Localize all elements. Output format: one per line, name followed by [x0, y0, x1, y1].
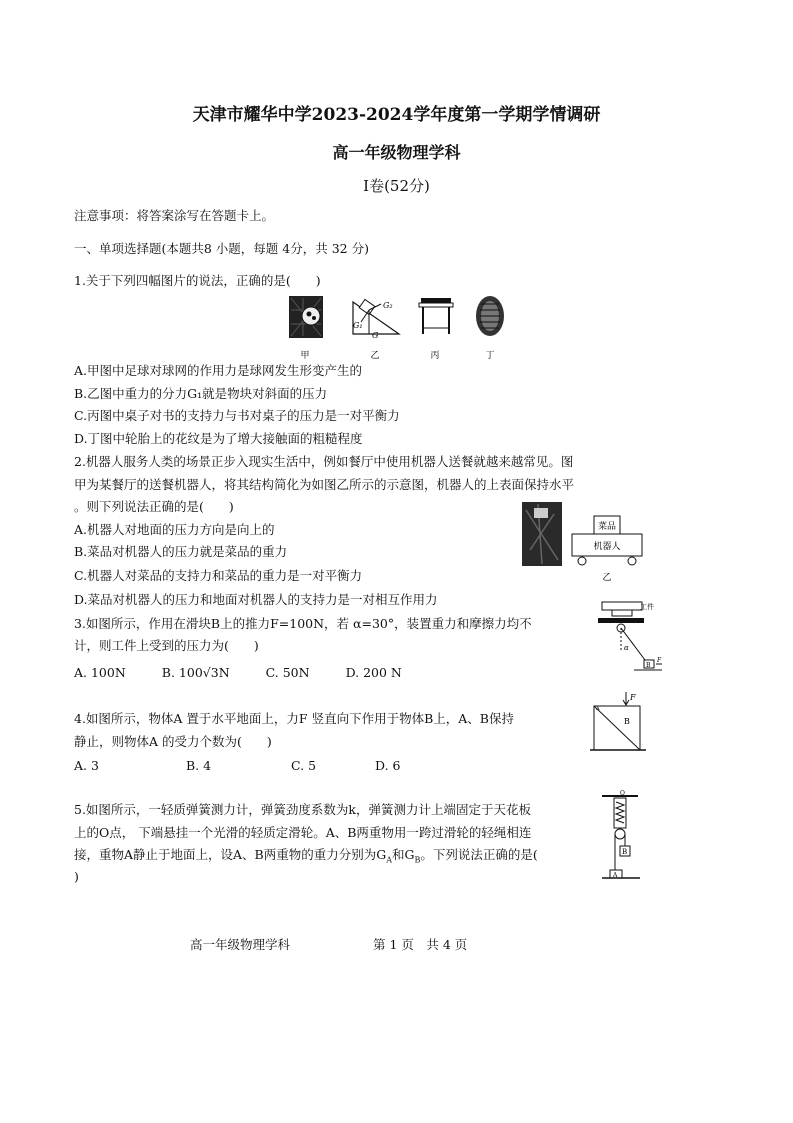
q1-option-b: B.乙图中重力的分力G₁就是物块对斜面的压力: [74, 386, 328, 401]
q3-option-b: B. 100√3N: [161, 665, 230, 680]
q4-stem-line2: 静止，则物体A 的受力个数为( ): [74, 734, 272, 749]
exam-subtitle: 高一年级物理学科: [332, 143, 461, 162]
q3-option-a: A. 100N: [74, 665, 126, 680]
exam-title: 天津市耀华中学2023-2024学年度第一学期学情调研: [192, 105, 601, 125]
robot-photo: [522, 502, 562, 566]
q2-option-d: D.菜品对机器人的压力和地面对机器人的支持力是一对相互作用力: [74, 592, 438, 607]
q1-stem: 1.关于下列四幅图片的说法，正确的是( ): [74, 273, 321, 288]
notice: 注意事项：将答案涂写在答题卡上。: [74, 208, 275, 223]
block-b-label: B: [646, 662, 651, 669]
q5-figure: [598, 790, 644, 882]
label-jia: 甲: [300, 351, 310, 361]
q2-stem-line3: 。则下列说法正确的是( ): [74, 499, 234, 514]
g-label: G: [372, 331, 379, 340]
q2-stem-line2: 甲为某餐厅的送餐机器人，将其结构简化为如图乙所示的示意图，机器人的上表面保持水平: [74, 477, 575, 492]
weight-a-label: A: [613, 872, 618, 879]
q3-stem-line2: 计，则工件上受到的压力为( ): [74, 638, 259, 653]
force-f-label: F: [630, 693, 636, 702]
q5-stem-rest: 。下列说法正确的是(: [420, 847, 538, 862]
g2-label: G₂: [383, 301, 393, 310]
q4-option-c: C. 5: [291, 758, 317, 773]
q5-stem-line2: 上的O点， 下端悬挂一个光滑的轻质定滑轮。A、B两重物用一跨过滑轮的轻绳相连: [74, 825, 532, 840]
robot-label: 机器人: [593, 542, 621, 552]
gb-subscript: B: [414, 855, 421, 865]
q4-figure: [588, 690, 648, 758]
q2-figures: [518, 500, 648, 584]
workpiece-label: 工件: [640, 603, 654, 611]
q4-option-b: B. 4: [186, 758, 212, 773]
dish-label: 菜品: [597, 522, 617, 532]
block-a-label: A: [596, 706, 600, 712]
footer-subject: 高一年级物理学科: [190, 937, 291, 952]
q3-option-c: C. 50N: [265, 665, 310, 680]
q1-figures: [285, 294, 525, 366]
label-yi: 乙: [370, 351, 380, 361]
section-heading: 一、单项选择题(本题共8 小题，每题 4分，共 32 分): [74, 241, 369, 256]
label-ding: 丁: [485, 351, 495, 361]
soccer-ball-figure: [289, 296, 323, 338]
q5-stem-line3-text: 接，重物A静止于地面上，设A、B两重物的重力分别为G: [74, 847, 387, 862]
q5-stem-line4: ): [74, 869, 79, 884]
block-b-label: B: [624, 717, 630, 726]
fig-yi-label: 乙: [602, 573, 612, 583]
ga-subscript: A: [386, 855, 393, 865]
footer-page-number: 第 1 页 共 4 页: [373, 937, 468, 952]
q2-option-c: C.机器人对菜品的支持力和菜品的重力是一对平衡力: [74, 568, 363, 583]
force-f-label: F: [657, 657, 662, 664]
q3-options: [74, 664, 402, 682]
q4-stem-line1: 4.如图所示，物体A 置于水平地面上，力F 竖直向下作用于物体B上，A、B保持: [74, 711, 514, 726]
incline-figure: [353, 299, 399, 340]
q4-options: [74, 757, 400, 775]
weight-b-label: B: [622, 848, 628, 856]
q1-option-c: C.丙图中桌子对书的支持力与书对桌子的压力是一对平衡力: [74, 408, 400, 423]
robot-diagram: [572, 516, 642, 583]
g1-label: G₁: [353, 321, 363, 330]
table-figure: [419, 298, 453, 334]
q4-option-a: A. 3: [74, 758, 99, 773]
label-bing: 丙: [430, 351, 440, 361]
q5-stem-line3: [74, 846, 538, 870]
q2-option-a: A.机器人对地面的压力方向是向上的: [74, 522, 275, 537]
q2-option-b: B.菜品对机器人的压力就是菜品的重力: [74, 544, 288, 559]
q1-option-d: D.丁图中轮胎上的花纹是为了增大接触面的粗糙程度: [74, 431, 363, 446]
q3-figure: [596, 600, 666, 676]
q3-option-d: D. 200 N: [345, 665, 402, 680]
q5-and-text: 和G: [392, 847, 415, 862]
q1-option-a: A.甲图中足球对球网的作用力是球网发生形变产生的: [74, 363, 363, 378]
q2-stem-line1: 2.机器人服务人类的场景正步入现实生活中，例如餐厅中使用机器人送餐就越来越常见。图: [74, 454, 574, 469]
q5-stem-line1: 5.如图所示，一轻质弹簧测力计，弹簧劲度系数为k，弹簧测力计上端固定于天花板: [74, 802, 532, 817]
q3-stem-line1: 3.如图所示，作用在滑块B上的推力F=100N，若 α=30°，装置重力和摩擦力均不: [74, 616, 532, 631]
q4-option-d: D. 6: [375, 758, 401, 773]
tire-figure: [476, 296, 504, 336]
volume-label: Ⅰ卷(52分): [363, 177, 430, 195]
alpha-label: α: [624, 644, 629, 652]
point-o-label: O: [620, 790, 625, 797]
